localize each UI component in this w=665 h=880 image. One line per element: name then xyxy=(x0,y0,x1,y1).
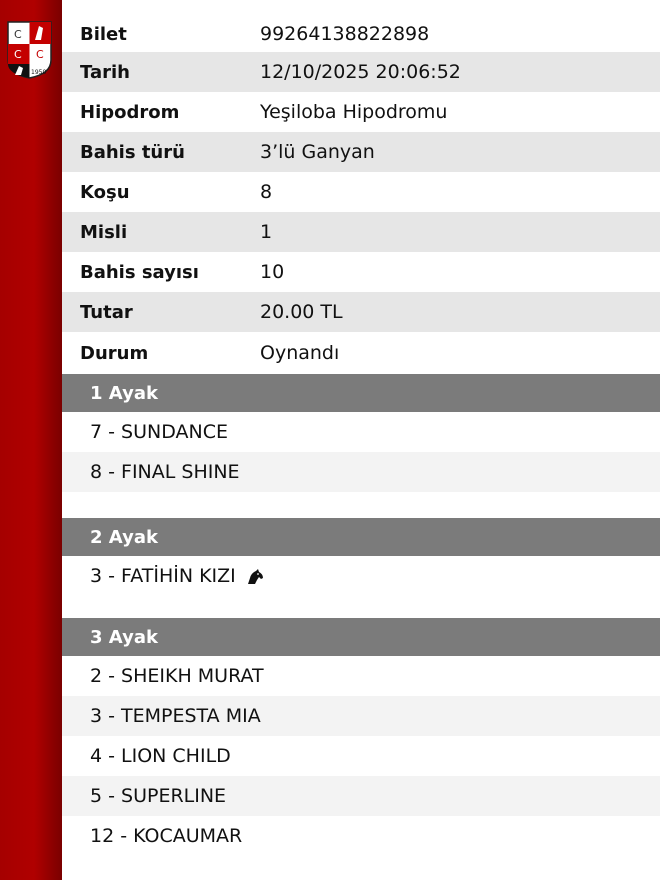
horse-item: 3 - TEMPESTA MIA xyxy=(62,696,660,736)
leg-3 xyxy=(62,618,660,856)
horse-item: 4 - LION CHILD xyxy=(90,745,231,767)
horse-item: 5 - SUPERLINE xyxy=(62,776,660,816)
info-label: Tarih xyxy=(80,61,130,83)
leg-spacer xyxy=(62,596,660,618)
leg-header: 1 Ayak xyxy=(62,374,660,412)
info-row-tarih xyxy=(62,52,660,92)
info-row-bilet xyxy=(62,0,660,52)
ticket-info-table xyxy=(62,0,660,374)
info-row-kosu xyxy=(62,172,660,212)
info-value: 3’lü Ganyan xyxy=(260,141,375,163)
leg-header: 3 Ayak xyxy=(62,618,660,656)
info-label: Koşu xyxy=(80,181,130,203)
svg-text:1950: 1950 xyxy=(31,69,47,76)
info-value: 99264138822898 xyxy=(260,23,430,45)
info-value: 20.00 TL xyxy=(260,301,343,323)
horse-item: 7 - SUNDANCE xyxy=(90,421,228,443)
svg-text:C: C xyxy=(14,48,22,61)
leg-1 xyxy=(62,374,660,492)
info-value: Oynandı xyxy=(260,342,340,364)
info-row-bahis-turu xyxy=(62,132,660,172)
leg-header: 2 Ayak xyxy=(62,518,660,556)
info-label: Tutar xyxy=(80,301,133,323)
info-row-bahis-sayisi xyxy=(62,252,660,292)
info-label: Hipodrom xyxy=(80,101,180,123)
svg-text:C: C xyxy=(14,28,22,41)
svg-text:C: C xyxy=(36,48,44,61)
info-value: 8 xyxy=(260,181,273,203)
info-value: 12/10/2025 20:06:52 xyxy=(260,61,461,83)
right-edge xyxy=(660,0,665,880)
info-row-tutar xyxy=(62,292,660,332)
info-row-misli xyxy=(62,212,660,252)
club-logo-icon xyxy=(5,20,54,80)
ticket-detail xyxy=(62,0,660,880)
info-label: Bahis türü xyxy=(80,141,185,163)
info-row-hipodrom xyxy=(62,92,660,132)
leg-spacer xyxy=(62,492,660,518)
info-value: 10 xyxy=(260,261,285,283)
info-label: Bahis sayısı xyxy=(80,261,199,283)
info-label: Durum xyxy=(80,342,149,364)
horse-head-icon xyxy=(246,568,264,584)
leg-2 xyxy=(62,518,660,596)
horse-item: 2 - SHEIKH MURAT xyxy=(90,665,264,687)
info-row-durum xyxy=(62,332,660,374)
info-value: 1 xyxy=(260,221,273,243)
horse-item xyxy=(62,556,660,596)
info-value: Yeşiloba Hipodromu xyxy=(260,101,448,123)
info-label: Bilet xyxy=(80,24,127,45)
horse-name: 3 - FATİHİN KIZI xyxy=(90,565,236,587)
sidebar xyxy=(0,0,62,880)
info-label: Misli xyxy=(80,221,128,243)
horse-item: 8 - FINAL SHINE xyxy=(62,452,660,492)
horse-item: 12 - KOCAUMAR xyxy=(90,825,243,847)
